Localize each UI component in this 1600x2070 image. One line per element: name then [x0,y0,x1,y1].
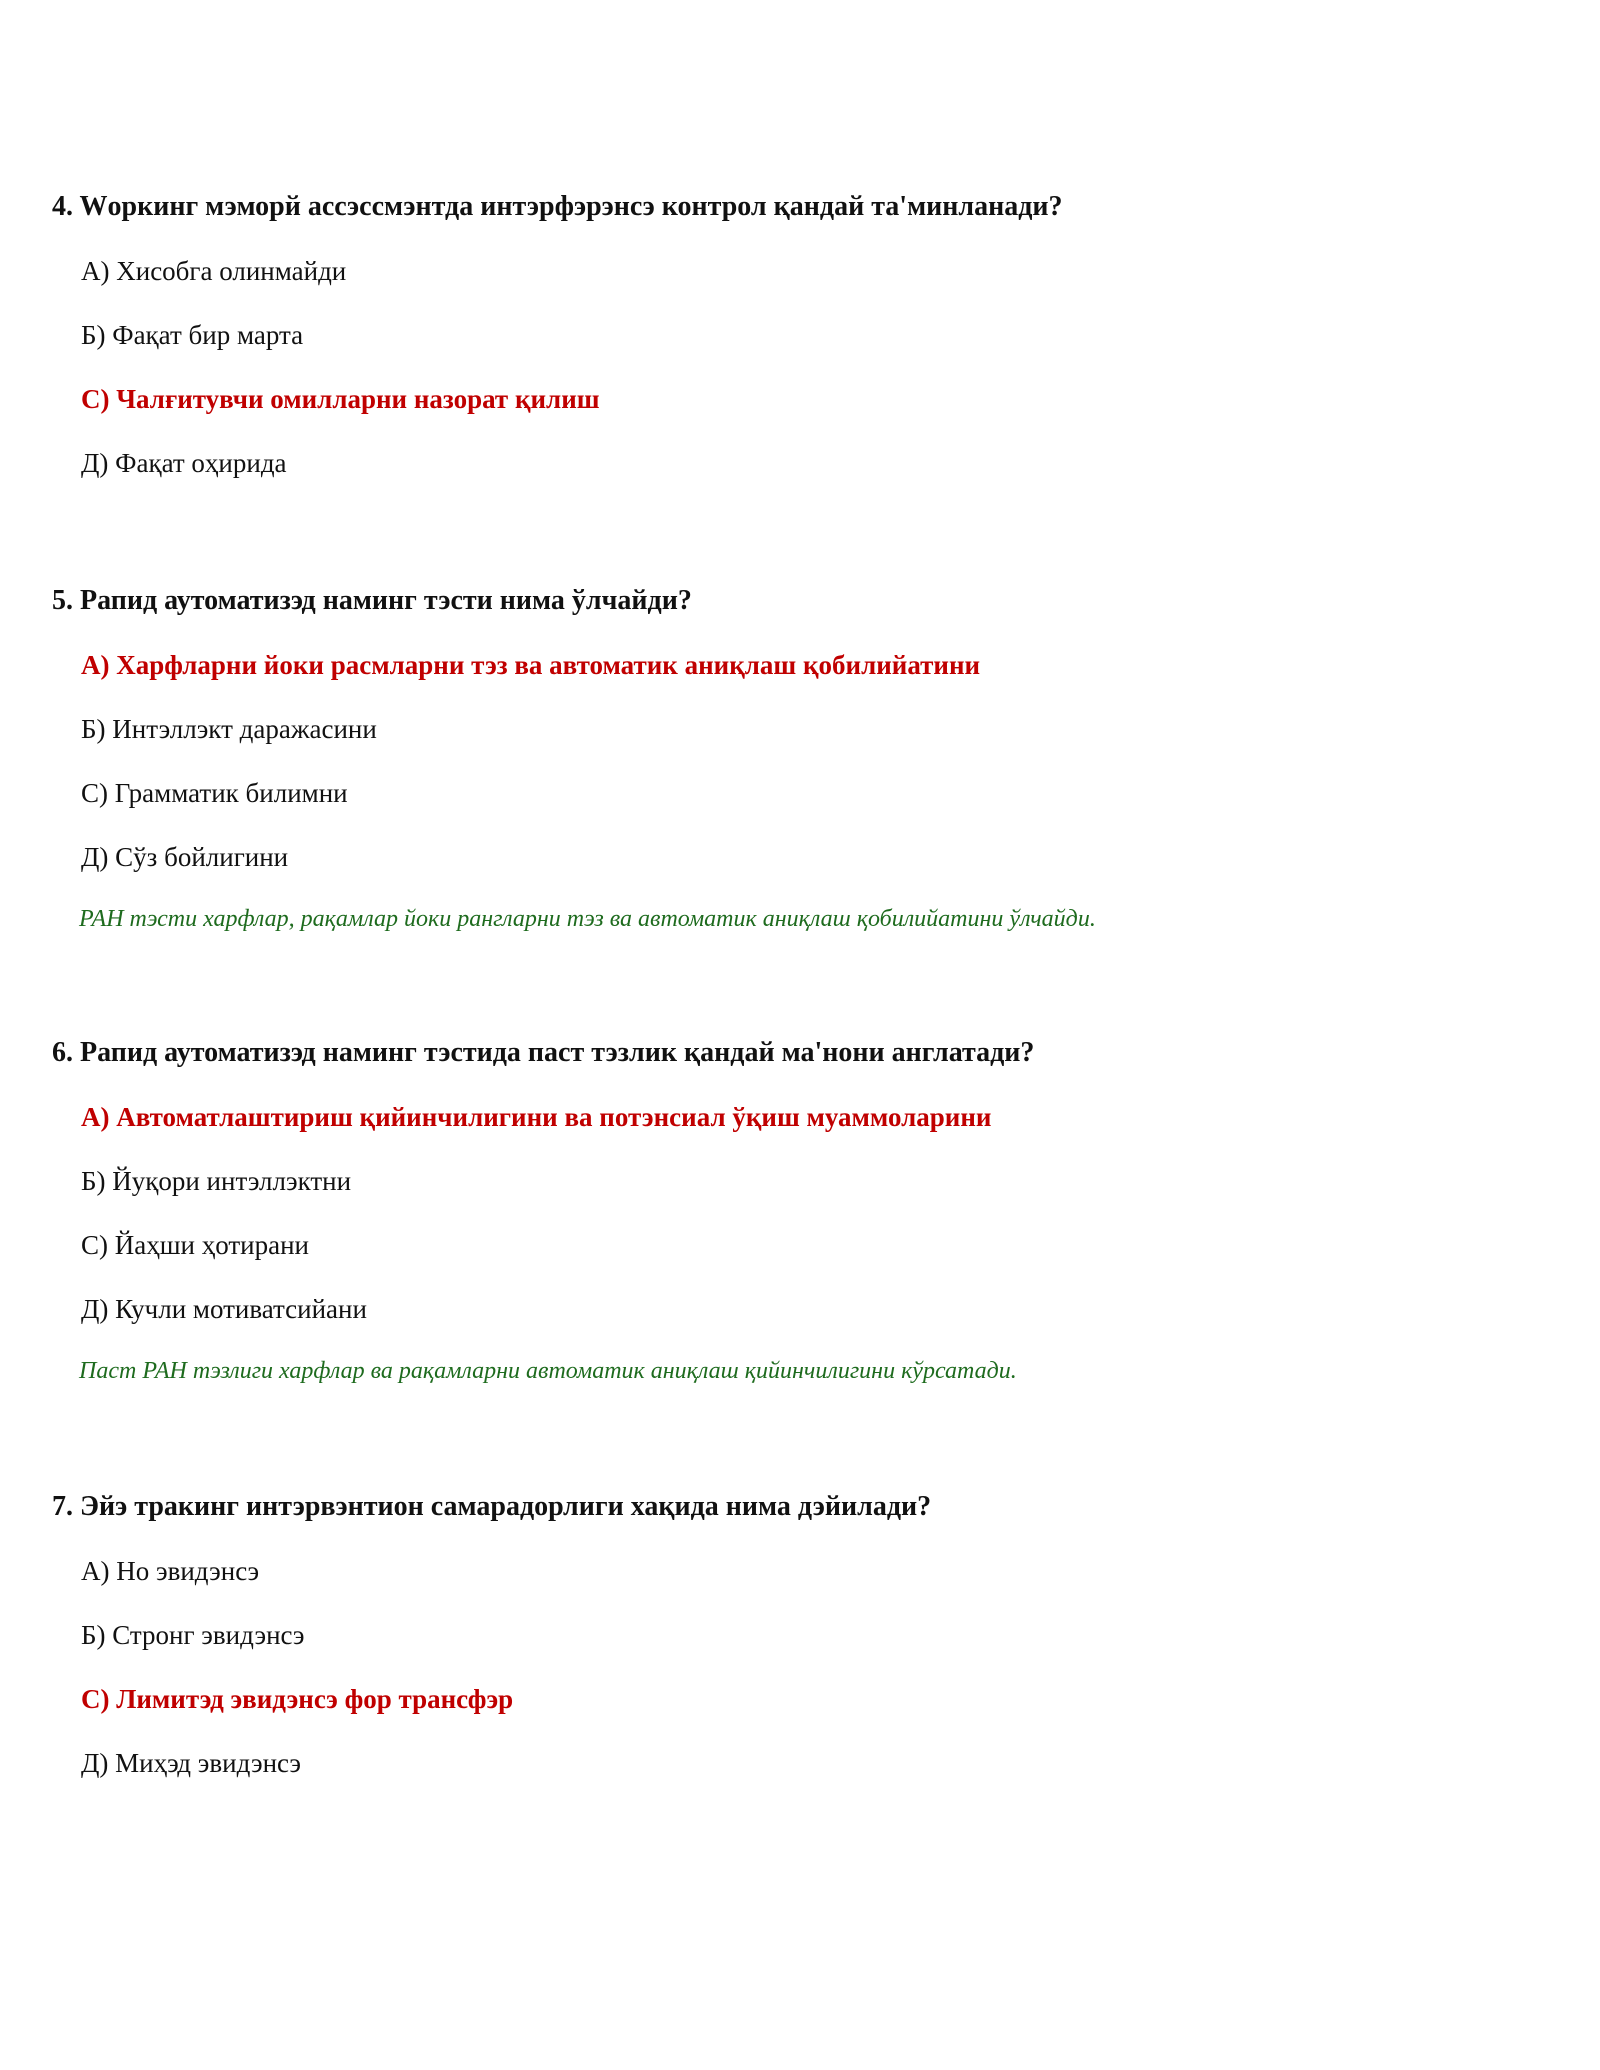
option-a: A) Хисобга олинмайди [81,256,347,286]
option-c: C) Йаҳши ҳотирани [81,1230,309,1260]
option-d: Д) Кучли мотиватсийани [81,1294,367,1324]
option-b: Б) Стронг эвидэнсэ [81,1620,305,1650]
option-d: Д) Миҳэд эвидэнсэ [81,1748,301,1778]
option-a-correct: A) Автоматлаштириш қийинчилигини ва потэнсиал ўқиш муаммоларини [81,1102,992,1132]
question-7 [52,1490,1552,1780]
question-5 [52,584,1552,934]
option-c-correct: C) Лимитэд эвидэнсэ фор трансфэр [81,1684,514,1714]
explanation-note: РАН тэсти харфлар, рақамлар йоки рангларни тэз ва автоматик аниқлаш қобилийатини ўлчайди. [79,906,1096,932]
question-6 [52,1036,1552,1386]
question-title: 7. Эйэ тракинг интэрвэнтион самарадорлиги хақида нима дэйилади? [52,1491,932,1522]
explanation-note: Паст РАН тэзлиги харфлар ва рақамларни автоматик аниқлаш қийинчилигини кўрсатади. [79,1358,1017,1384]
option-c: C) Грамматик билимни [81,778,348,808]
question-title: 6. Рапид аутоматизэд наминг тэстида паст тэзлик қандай ма'нони англатади? [52,1037,1035,1068]
option-b: Б) Интэллэкт даражасини [81,714,377,744]
option-b: Б) Йуқори интэллэктни [81,1166,352,1196]
question-title: 4. Wоркинг мэморй ассэссмэнтда интэрфэрэнсэ контрол қандай та'минланади? [52,191,1063,222]
option-b: Б) Фақат бир марта [81,320,304,350]
question-title: 5. Рапид аутоматизэд наминг тэсти нима ўлчайди? [52,585,692,616]
option-a: A) Но эвидэнсэ [81,1556,260,1586]
question-4 [52,190,1552,480]
option-d: Д) Фақат оҳирида [81,448,287,478]
option-a-correct: A) Харфларни йоки расмларни тэз ва автоматик аниқлаш қобилийатини [81,650,981,680]
option-d: Д) Сўз бойлигини [81,842,289,872]
option-c-correct: C) Чалғитувчи омилларни назорат қилиш [81,384,600,414]
